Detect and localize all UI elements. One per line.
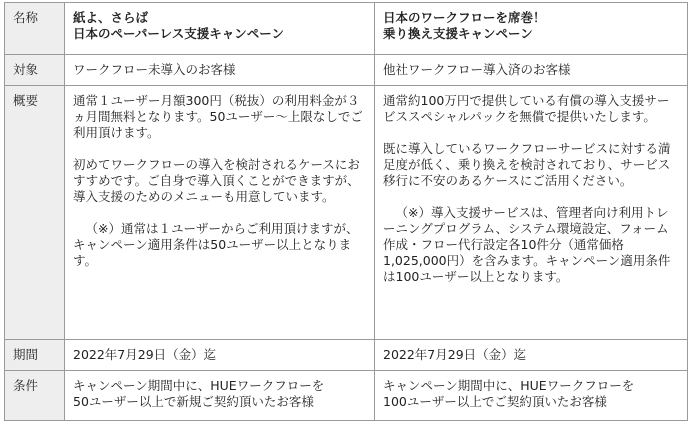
period-row <box>5 340 688 371</box>
campaign-b-title-line2: 乗り換え支援キャンペーン <box>383 26 533 41</box>
conditions-a-line1: キャンペーン期間中に、HUEワークフローを <box>73 378 325 393</box>
overview-b <box>375 86 688 340</box>
period-a: 2022年7月29日（金）迄 <box>65 340 375 371</box>
overview-a <box>65 86 375 340</box>
campaign-a-title-line2: 日本のペーパーレス支援キャンペーン <box>73 26 285 41</box>
period-b: 2022年7月29日（金）迄 <box>375 340 688 371</box>
overview-b-note: （※）導入支援サービスは、管理者向け利用トレーニングプログラム、システム環境設定、フォーム作成・フロー代行設定各10件分（通常価格1,025,000円）を含みます。キャンペーン適用条件は100ユーザー以上となります。 <box>383 205 671 284</box>
conditions-b-line2: 100ユーザー以上でご契約頂いたお客様 <box>383 394 607 409</box>
overview-b-paragraph-1: 通常約100万円で提供している有償の導入支援サービススペシャルパックを無償で提供いたします。 <box>383 93 670 124</box>
target-b: 他社ワークフロー導入済のお客様 <box>375 55 688 86</box>
row-label-overview: 概要 <box>5 86 65 340</box>
overview-a-note: （※）通常は１ユーザーからご利用頂けますが、キャンペーン適用条件は50ユーザー以上となります。 <box>73 221 359 268</box>
campaign-comparison-table <box>4 2 688 421</box>
conditions-b-line1: キャンペーン期間中に、HUEワークフローを <box>383 378 635 393</box>
header-row <box>5 3 688 55</box>
row-label-name: 名称 <box>5 3 65 55</box>
row-label-conditions: 条件 <box>5 371 65 421</box>
row-label-target: 対象 <box>5 55 65 86</box>
overview-a-paragraph-2: 初めてワークフローの導入を検討されるケースにおすすめです。ご自身で導入頂くことができますが、導入支援のためのメニューも用意しています。 <box>73 157 360 204</box>
conditions-a <box>65 371 375 421</box>
row-label-period: 期間 <box>5 340 65 371</box>
conditions-row <box>5 371 688 421</box>
campaign-comparison <box>4 2 688 421</box>
overview-row <box>5 86 688 340</box>
campaign-b-title-line1: 日本のワークフローを席巻！ <box>383 10 546 25</box>
campaign-a-title <box>65 3 375 55</box>
campaign-a-title-line1: 紙よ、さらば <box>73 10 149 25</box>
target-row <box>5 55 688 86</box>
overview-a-paragraph-1: 通常１ユーザー月額300円（税抜）の利用料金が３ヵ月間無料となります。50ユーザー～上限なしでご利用頂けます。 <box>73 93 363 140</box>
campaign-b-title <box>375 3 688 55</box>
conditions-b <box>375 371 688 421</box>
target-a: ワークフロー未導入のお客様 <box>65 55 375 86</box>
conditions-a-line2: 50ユーザー以上で新規ご契約頂いたお客様 <box>73 394 314 409</box>
overview-b-paragraph-2: 既に導入しているワークフローサービスに対する満足度が低く、乗り換えを検討されており、サービス移行に不安のあるケースにご活用ください。 <box>383 141 671 188</box>
